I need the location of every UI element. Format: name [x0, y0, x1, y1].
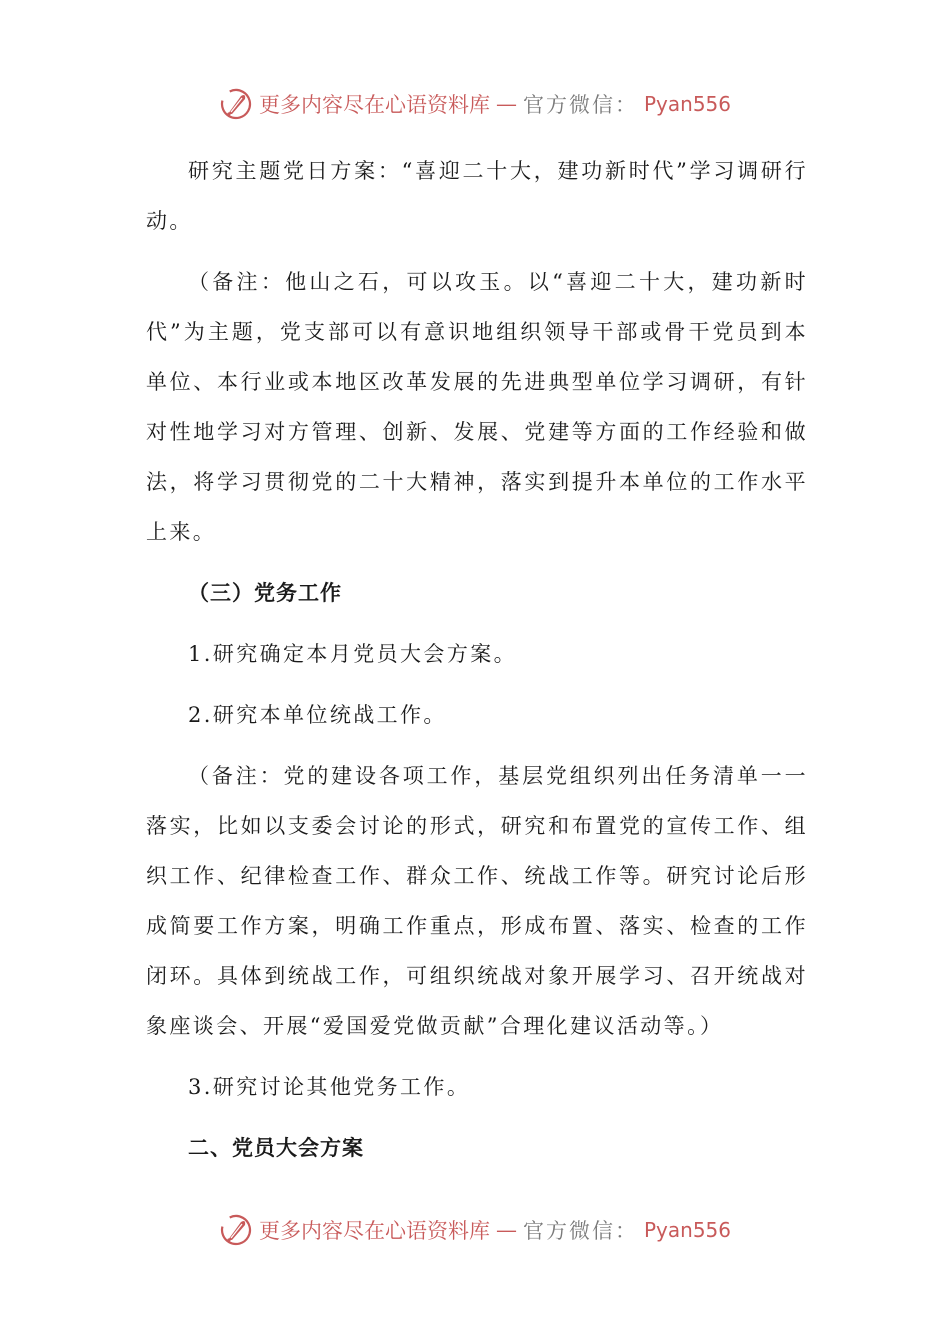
watermark-brand: 更多内容尽在心语资料库: [258, 1219, 490, 1243]
list-item-other-affairs: 3.研究讨论其他党务工作。: [188, 1075, 471, 1099]
quill-pen-logo-icon: [219, 87, 253, 121]
watermark-footer: [0, 1210, 950, 1250]
watermark-separator: —: [495, 92, 517, 116]
section-heading-party-affairs: （三）党务工作: [188, 581, 342, 605]
watermark-brand: 更多内容尽在心语资料库: [258, 93, 490, 117]
section-heading-member-meeting: 二、党员大会方案: [188, 1136, 364, 1160]
watermark-wechat-id: Pyan556: [643, 92, 731, 116]
watermark-wechat-label: 官方微信：: [522, 93, 638, 117]
watermark-separator: —: [495, 1218, 517, 1242]
paragraph-theme-day-plan: 研究主题党日方案：“喜迎二十大，建功新时代”学习调研行动。: [146, 159, 808, 233]
watermark-header: [0, 84, 950, 124]
paragraph-note-study-visit: （备注：他山之石，可以攻玉。以“喜迎二十大，建功新时代”为主题，党支部可以有意识地组织领导干部或骨干党员到本单位、本行业或本地区改革发展的先进典型单位学习调研，有针对性地学习对方管理、创新、发展、党建等方面的工作经验和做法，将学习贯彻党的二十大精神，落实到提升本单位的工作水平上来。: [146, 270, 808, 544]
watermark-wechat-label: 官方微信：: [522, 1219, 638, 1243]
list-item-party-meeting-plan: 1.研究确定本月党员大会方案。: [188, 642, 518, 666]
list-item-united-front-work: 2.研究本单位统战工作。: [188, 703, 447, 727]
paragraph-note-party-building: （备注：党的建设各项工作，基层党组织列出任务清单一一落实，比如以支委会讨论的形式，研究和布置党的宣传工作、组织工作、纪律检查工作、群众工作、统战工作等。研究讨论后形成简要工作方案，明确工作重点，形成布置、落实、检查的工作闭环。具体到统战工作，可组织统战对象开展学习、召开统战对象座谈会、开展“爱国爱党做贡献”合理化建议活动等。）: [146, 764, 808, 1038]
watermark-wechat-id: Pyan556: [643, 1218, 731, 1242]
quill-pen-logo-icon: [219, 1213, 253, 1247]
document-body: [146, 146, 808, 1173]
